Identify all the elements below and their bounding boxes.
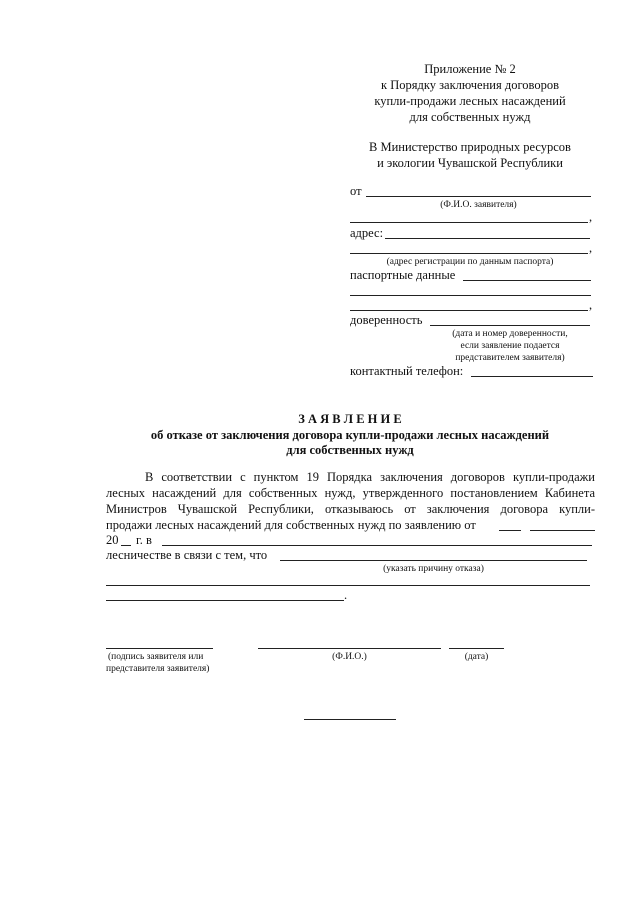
comma-3: , — [589, 298, 593, 312]
from-label: от — [350, 184, 362, 198]
address-line-1 — [385, 238, 590, 239]
signature-date-hint: (дата) — [464, 652, 489, 662]
addressee-line-1: В Министерство природных ресурсов — [369, 140, 571, 154]
body-line-3: Министров Чувашской Республики, отказываюсь от заключения договора купли- — [106, 502, 595, 516]
address-hint: (адрес регистрации по данным паспорта) — [386, 257, 554, 267]
forestry-line — [162, 545, 592, 546]
signature-date-line — [449, 648, 504, 649]
document-title: З А Я В Л Е Н И Е — [298, 412, 402, 426]
footer-separator — [304, 719, 396, 720]
signature-hint-1: (подпись заявителя или — [108, 652, 204, 662]
address-label: адрес: — [350, 226, 384, 240]
address-line-2 — [350, 253, 588, 254]
signature-hint-2: представителя заявителя) — [106, 664, 210, 674]
body-line-1: В соответствии с пунктом 19 Порядка заключения договоров купли-продажи — [145, 470, 595, 484]
appendix-line-4: для собственных нужд — [409, 110, 531, 124]
year-prefix: 20 — [106, 533, 119, 547]
comma-1: , — [589, 210, 593, 224]
power-hint-2: если заявление подается — [460, 341, 560, 351]
appendix-line-2: к Порядку заключения договоров — [381, 78, 559, 92]
passport-line-3 — [350, 310, 588, 311]
signature-line — [106, 648, 213, 649]
signature-fio-line — [258, 648, 441, 649]
end-dot: . — [344, 588, 348, 602]
from-line — [366, 196, 591, 197]
fio-hint: (Ф.И.О. заявителя) — [440, 200, 517, 210]
document-subtitle-2: для собственных нужд — [286, 443, 414, 457]
appendix-line-1: Приложение № 2 — [424, 62, 516, 76]
signature-fio-hint: (Ф.И.О.) — [332, 652, 367, 662]
year-line — [121, 545, 131, 546]
passport-line-1 — [463, 280, 591, 281]
reason-line-2 — [106, 585, 590, 586]
body-line-2: лесных насаждений для собственных нужд, утвержденного постановлением Кабинета — [106, 486, 595, 500]
appendix-line-3: купли-продажи лесных насаждений — [374, 94, 566, 108]
power-hint-3: представителем заявителя) — [455, 353, 565, 363]
passport-label: паспортные данные — [350, 268, 456, 282]
month-line — [530, 530, 595, 531]
fio-line-2 — [350, 222, 588, 223]
document-subtitle-1: об отказе от заключения договора купли-продажи лесных насаждений — [150, 428, 550, 442]
power-line — [430, 325, 590, 326]
comma-2: , — [589, 241, 593, 255]
power-label: доверенность — [350, 313, 423, 327]
addressee-line-2: и экологии Чувашской Республики — [377, 156, 563, 170]
body-line-4: продажи лесных насаждений для собственных нужд по заявлению от — [106, 518, 476, 532]
passport-line-2 — [350, 295, 591, 296]
reason-line-1 — [280, 560, 587, 561]
body-line-6: лесничестве в связи с тем, что — [106, 548, 268, 562]
day-line — [499, 530, 521, 531]
phone-label: контактный телефон: — [350, 364, 464, 378]
reason-hint: (указать причину отказа) — [383, 564, 484, 574]
year-suffix: г. в — [136, 533, 152, 547]
power-hint-1: (дата и номер доверенности, — [452, 329, 568, 339]
reason-line-3 — [106, 600, 344, 601]
phone-line — [471, 376, 593, 377]
